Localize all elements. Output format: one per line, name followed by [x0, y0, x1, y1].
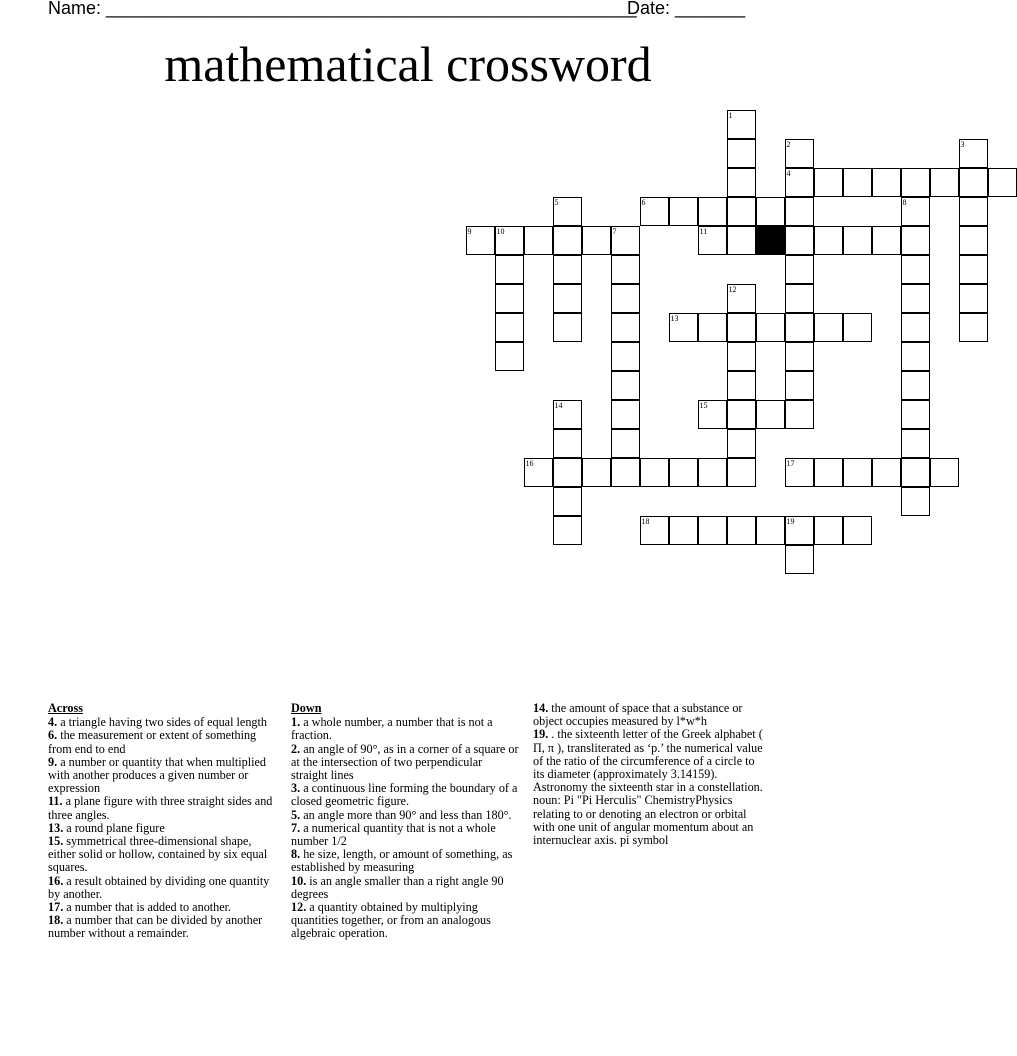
- crossword-cell[interactable]: [553, 197, 582, 226]
- clue-item-number: 5.: [291, 807, 301, 822]
- clue-item-number: 14.: [533, 701, 549, 715]
- crossword-cell[interactable]: [669, 313, 698, 342]
- crossword-cell[interactable]: [698, 226, 727, 255]
- crossword-cell[interactable]: [727, 197, 756, 226]
- clue-item-text: a number that is added to another.: [63, 900, 232, 915]
- crossword-cell[interactable]: [814, 226, 843, 255]
- crossword-cell[interactable]: [582, 226, 611, 255]
- crossword-cell[interactable]: [553, 313, 582, 342]
- clue-item-number: 15.: [48, 834, 64, 849]
- crossword-cell[interactable]: [843, 226, 872, 255]
- clue-number: 3: [960, 139, 965, 149]
- clue-item-number: 18.: [48, 913, 64, 928]
- crossword-cell[interactable]: [727, 226, 756, 255]
- crossword-cell[interactable]: [611, 371, 640, 400]
- page-title: mathematical crossword: [164, 36, 652, 92]
- crossword-cell[interactable]: [930, 168, 959, 197]
- crossword-cell[interactable]: [640, 458, 669, 487]
- crossword-cell[interactable]: [959, 255, 988, 284]
- crossword-cell[interactable]: [727, 168, 756, 197]
- crossword-cell[interactable]: [524, 226, 553, 255]
- crossword-cell[interactable]: [756, 197, 785, 226]
- clue-item-text: a triangle having two sides of equal length: [57, 715, 267, 730]
- clue-item-number: 2.: [291, 741, 301, 756]
- crossword-cell[interactable]: [843, 516, 872, 545]
- across-clue-list: [48, 716, 280, 940]
- crossword-cell[interactable]: [727, 139, 756, 168]
- clue-number: 7: [612, 226, 617, 236]
- crossword-cell[interactable]: [785, 139, 814, 168]
- crossword-cell[interactable]: [901, 458, 930, 487]
- crossword-cell[interactable]: [930, 458, 959, 487]
- crossword-cell[interactable]: [698, 400, 727, 429]
- clue-item-text: a continuous line forming the boundary of a closed geometric figure.: [291, 781, 518, 809]
- crossword-cell[interactable]: [959, 139, 988, 168]
- clue-number: 1: [728, 110, 733, 120]
- crossword-cell[interactable]: [959, 313, 988, 342]
- crossword-cell[interactable]: [901, 400, 930, 429]
- crossword-cell[interactable]: [611, 429, 640, 458]
- clue-item: [48, 914, 280, 940]
- crossword-cell[interactable]: [553, 284, 582, 313]
- crossword-cell[interactable]: [901, 371, 930, 400]
- crossword-cell[interactable]: [495, 255, 524, 284]
- crossword-cell[interactable]: [727, 371, 756, 400]
- clue-item: [291, 901, 519, 941]
- clue-item: [48, 795, 280, 821]
- clue-number: 16: [525, 458, 534, 468]
- crossword-cell[interactable]: [727, 110, 756, 139]
- crossword-cell[interactable]: [959, 226, 988, 255]
- crossword-cell[interactable]: [669, 516, 698, 545]
- crossword-black-cell: [756, 226, 785, 255]
- crossword-cell[interactable]: [640, 516, 669, 545]
- crossword-cell[interactable]: [553, 487, 582, 516]
- crossword-cell[interactable]: [727, 342, 756, 371]
- crossword-cell[interactable]: [698, 516, 727, 545]
- crossword-cell[interactable]: [553, 226, 582, 255]
- clue-number: 18: [641, 516, 650, 526]
- crossword-cell[interactable]: [872, 458, 901, 487]
- crossword-cell[interactable]: [495, 284, 524, 313]
- down-clue-list-continued: [533, 702, 769, 847]
- crossword-cell[interactable]: [698, 197, 727, 226]
- across-clues: [48, 702, 280, 941]
- clue-item-number: 1.: [291, 715, 301, 730]
- crossword-cell[interactable]: [611, 458, 640, 487]
- crossword-cell[interactable]: [785, 168, 814, 197]
- crossword-cell[interactable]: [727, 516, 756, 545]
- crossword-cell[interactable]: [785, 458, 814, 487]
- clue-item-text: a quantity obtained by multiplying quantities together, or from an analogous algebraic operation.: [291, 900, 491, 941]
- crossword-cell[interactable]: [495, 342, 524, 371]
- crossword-cell[interactable]: [756, 516, 785, 545]
- clue-item: [291, 875, 519, 901]
- clue-item-number: 13.: [48, 820, 64, 835]
- crossword-cell[interactable]: [785, 255, 814, 284]
- clue-number: 17: [786, 458, 795, 468]
- crossword-cell[interactable]: [785, 371, 814, 400]
- clue-item-number: 7.: [291, 820, 301, 835]
- crossword-cell[interactable]: [582, 458, 611, 487]
- clue-item-text: symmetrical three-dimensional shape, either solid or hollow, contained by six equal squares.: [48, 834, 268, 875]
- crossword-cell[interactable]: [901, 197, 930, 226]
- clue-item-text: a plane figure with three straight sides and three angles.: [48, 794, 273, 822]
- crossword-cell[interactable]: [698, 313, 727, 342]
- crossword-cell[interactable]: [669, 197, 698, 226]
- crossword-cell[interactable]: [669, 458, 698, 487]
- crossword-cell[interactable]: [756, 313, 785, 342]
- crossword-cell[interactable]: [785, 400, 814, 429]
- clue-item-number: 10.: [291, 873, 307, 888]
- clue-item-text: a numerical quantity that is not a whole number 1/2: [291, 820, 496, 849]
- crossword-cell[interactable]: [901, 284, 930, 313]
- crossword-cell[interactable]: [611, 226, 640, 255]
- crossword-cell[interactable]: [553, 400, 582, 429]
- clue-number: 12: [728, 284, 737, 294]
- crossword-cell[interactable]: [611, 342, 640, 371]
- crossword-cell[interactable]: [785, 284, 814, 313]
- crossword-cell[interactable]: [611, 400, 640, 429]
- crossword-cell[interactable]: [901, 313, 930, 342]
- crossword-cell[interactable]: [698, 458, 727, 487]
- clue-item-number: 16.: [48, 873, 64, 888]
- crossword-cell[interactable]: [524, 458, 553, 487]
- clue-item-text: a number or quantity that when multiplied with another produces a given number or expression: [48, 754, 266, 796]
- crossword-cell[interactable]: [843, 458, 872, 487]
- clue-number: 13: [670, 313, 679, 323]
- clue-item: [291, 822, 519, 848]
- crossword-cell[interactable]: [640, 197, 669, 226]
- crossword-cell[interactable]: [785, 545, 814, 574]
- clue-number: 9: [467, 226, 472, 236]
- crossword-cell[interactable]: [466, 226, 495, 255]
- crossword-cell[interactable]: [785, 516, 814, 545]
- crossword-cell[interactable]: [959, 168, 988, 197]
- crossword-cell[interactable]: [843, 313, 872, 342]
- crossword-cell[interactable]: [553, 429, 582, 458]
- clue-number: 11: [699, 226, 708, 236]
- clue-number: 14: [554, 400, 563, 410]
- clue-number: 6: [641, 197, 646, 207]
- crossword-cell[interactable]: [872, 168, 901, 197]
- clue-item: [533, 702, 769, 728]
- clue-item-number: 17.: [48, 900, 64, 915]
- down-heading: Down: [291, 701, 322, 715]
- clue-item-text: a number that can be divided by another number without a remainder.: [48, 913, 263, 941]
- crossword-cell[interactable]: [553, 516, 582, 545]
- crossword-cell[interactable]: [814, 516, 843, 545]
- crossword-cell[interactable]: [727, 313, 756, 342]
- clue-item: [48, 756, 280, 796]
- crossword-cell[interactable]: [785, 313, 814, 342]
- clue-number: 5: [554, 197, 559, 207]
- clue-number: 4: [786, 168, 791, 178]
- crossword-cell[interactable]: [756, 400, 785, 429]
- clue-item-number: 9.: [48, 754, 58, 769]
- clue-number: 15: [699, 400, 708, 410]
- clue-item: [533, 728, 769, 847]
- clue-number: 8: [902, 197, 907, 207]
- crossword-cell[interactable]: [553, 255, 582, 284]
- crossword-cell[interactable]: [814, 168, 843, 197]
- crossword-cell[interactable]: [611, 284, 640, 313]
- crossword-cell[interactable]: [495, 313, 524, 342]
- crossword-cell[interactable]: [959, 197, 988, 226]
- clue-item: [48, 729, 280, 755]
- clue-item: [48, 835, 280, 875]
- crossword-cell[interactable]: [901, 255, 930, 284]
- date-field-label[interactable]: Date: _______: [627, 0, 746, 18]
- clue-number: 10: [496, 226, 505, 236]
- clue-item-text: the amount of space that a substance or object occupies measured by l*w*h: [533, 701, 743, 729]
- crossword-cell[interactable]: [611, 313, 640, 342]
- crossword-cell[interactable]: [727, 400, 756, 429]
- clue-item-number: 8.: [291, 847, 301, 862]
- clue-item-text: he size, length, or amount of something, as established by measuring: [291, 847, 513, 875]
- crossword-cell[interactable]: [901, 429, 930, 458]
- clue-item-text: a round plane figure: [63, 820, 165, 835]
- across-heading: Across: [48, 701, 83, 715]
- clue-item-number: 6.: [48, 728, 58, 743]
- crossword-cell[interactable]: [901, 342, 930, 371]
- crossword-cell[interactable]: [553, 458, 582, 487]
- down-clues-continued: [533, 702, 769, 847]
- clue-item-number: 11.: [48, 794, 63, 809]
- crossword-cell[interactable]: [727, 429, 756, 458]
- crossword-cell[interactable]: [611, 255, 640, 284]
- crossword-cell[interactable]: [843, 168, 872, 197]
- crossword-cell[interactable]: [814, 313, 843, 342]
- clue-number: 2: [786, 139, 791, 149]
- clue-item-text: an angle of 90°, as in a corner of a square or at the intersection of two perpendicular straight lines: [291, 741, 519, 783]
- clue-item: [291, 782, 519, 808]
- crossword-cell[interactable]: [959, 284, 988, 313]
- crossword-cell[interactable]: [901, 487, 930, 516]
- crossword-cell[interactable]: [785, 197, 814, 226]
- clue-item-number: 19.: [533, 727, 549, 742]
- clue-item-text: a result obtained by dividing one quantity by another.: [48, 873, 270, 901]
- clue-item-text: . the sixteenth letter of the Greek alphabet ( Π, π ), transliterated as ‘p.’ the numerical value of the ratio of the circumference of a circle to its diameter (approximately 3.14159). Astronomy the sixteenth star in a constellation. noun: Pi "Pi Herculis" ChemistryPhysics relating to or denoting an electron or orbital with one unit of angular momentum about an internuclear axis. pi symbol: [533, 727, 763, 848]
- crossword-cell[interactable]: [814, 458, 843, 487]
- clue-item-text: the measurement or extent of something from end to end: [48, 728, 257, 756]
- clue-item-number: 3.: [291, 781, 301, 796]
- crossword-cell[interactable]: [727, 458, 756, 487]
- crossword-cell[interactable]: [727, 284, 756, 313]
- clue-item: [48, 875, 280, 901]
- clue-item-number: 12.: [291, 900, 307, 915]
- crossword-cell[interactable]: [901, 168, 930, 197]
- clue-item-text: is an angle smaller than a right angle 90 degrees: [291, 873, 504, 901]
- clue-number: 19: [786, 516, 795, 526]
- clue-item: [291, 848, 519, 874]
- crossword-cell[interactable]: [988, 168, 1017, 197]
- clue-item-text: an angle more than 90° and less than 180°.: [300, 807, 512, 822]
- crossword-cell[interactable]: [495, 226, 524, 255]
- clue-item: [291, 743, 519, 783]
- crossword-cell[interactable]: [785, 342, 814, 371]
- name-field-label[interactable]: Name: _____________________________________________________: [48, 0, 637, 18]
- clue-item-text: a whole number, a number that is not a fraction.: [291, 715, 493, 743]
- down-clue-list: [291, 716, 519, 940]
- clue-item: [291, 716, 519, 742]
- crossword-cell[interactable]: [872, 226, 901, 255]
- down-clues: [291, 702, 519, 941]
- crossword-cell[interactable]: [785, 226, 814, 255]
- crossword-cell[interactable]: [901, 226, 930, 255]
- clue-item-number: 4.: [48, 715, 58, 730]
